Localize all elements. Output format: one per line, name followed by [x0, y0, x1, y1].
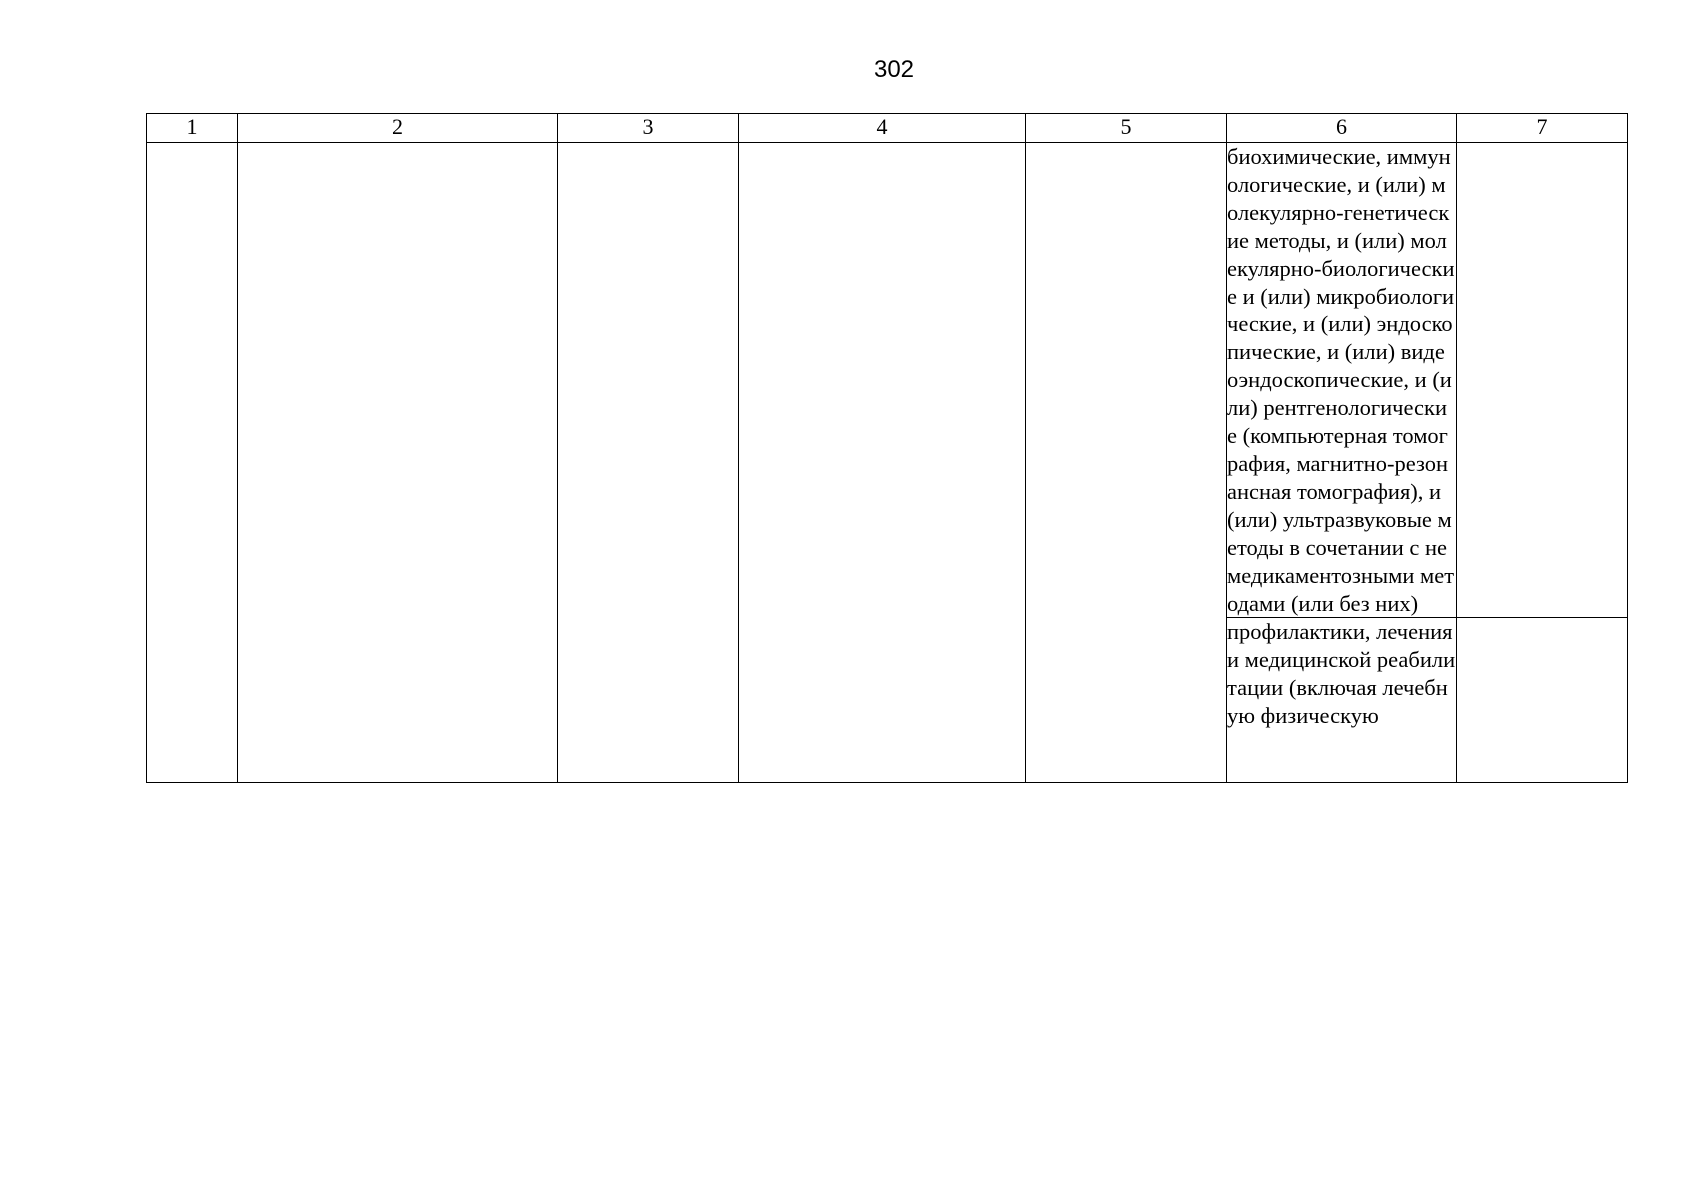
column-number-row	[147, 114, 1628, 143]
column-header-5: 5	[1026, 114, 1227, 143]
column-header-6: 6	[1227, 114, 1457, 143]
cell-methods-text: биохимические, иммунологические, и (или) молекулярно-генетические методы, и (или) молекулярно-биологические и (или) микробиологические, и (или) эндоскопические, и (или) видеоэндоскопические, и (или) рентгенологические (компьютерная томография, магнитно-резонансная томография), и (или) ультразвуковые методы в сочетании с немедикаментозными методами (или без них)	[1227, 143, 1457, 618]
cell-col3	[558, 143, 739, 783]
table-row	[147, 143, 1628, 618]
cell-col7	[1457, 618, 1628, 783]
cell-prevention-text: профилактики, лечения и медицинской реабилитации (включая лечебную физическую	[1227, 618, 1457, 783]
column-header-3: 3	[558, 114, 739, 143]
column-header-7: 7	[1457, 114, 1628, 143]
cell-col4	[739, 143, 1026, 783]
cell-col1	[147, 143, 238, 783]
cell-col5	[1026, 143, 1227, 783]
column-header-4: 4	[739, 114, 1026, 143]
cell-col2	[238, 143, 558, 783]
column-header-2: 2	[238, 114, 558, 143]
page-number: 302	[873, 56, 915, 83]
document-table	[146, 113, 1628, 783]
cell-col7	[1457, 143, 1628, 618]
column-header-1: 1	[147, 114, 238, 143]
